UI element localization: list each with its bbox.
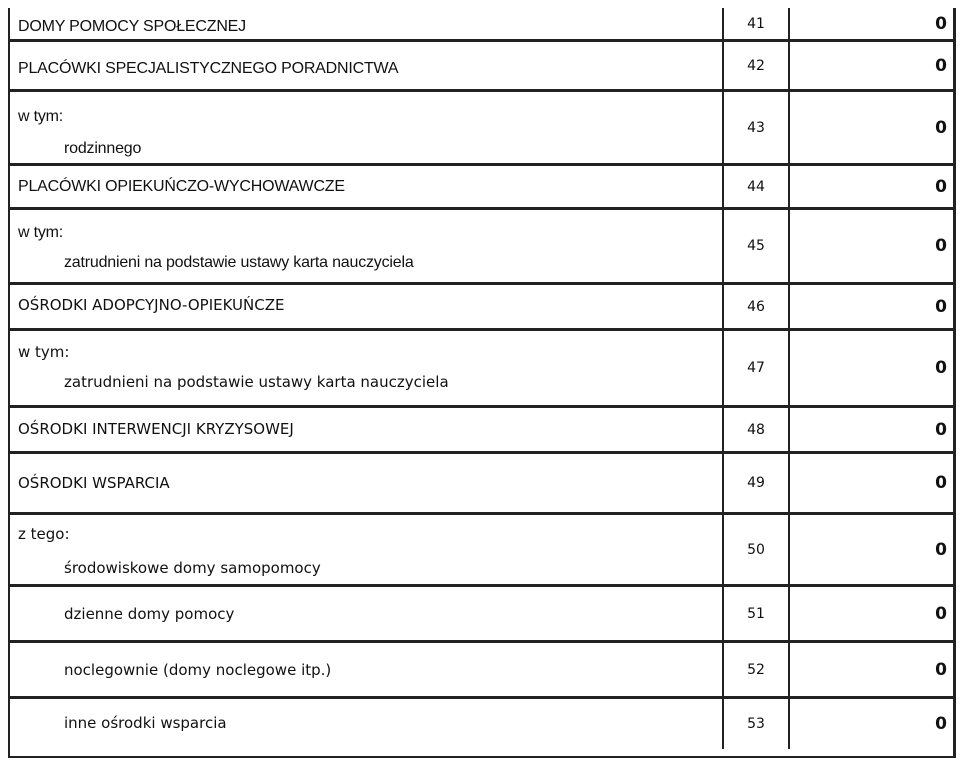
row-description <box>10 587 720 640</box>
table-row <box>10 285 953 331</box>
row-label: z tego: <box>18 525 70 543</box>
statistics-table <box>8 8 956 758</box>
table-row <box>10 92 953 166</box>
table-row <box>10 587 953 643</box>
row-value: 0 <box>935 659 947 680</box>
row-sublabel: inne ośrodki wsparcia <box>64 714 227 732</box>
table-row <box>10 699 953 749</box>
row-description <box>10 285 720 328</box>
row-number: 46 <box>722 285 790 328</box>
row-value: 0 <box>935 176 947 197</box>
row-value: 0 <box>935 714 947 734</box>
table-row <box>10 210 953 285</box>
row-description <box>10 643 720 696</box>
row-sublabel: zatrudnieni na podstawie ustawy karta nauczyciela <box>64 254 414 271</box>
row-label: w tym: <box>18 108 64 125</box>
row-value: 0 <box>935 236 947 256</box>
row-value: 0 <box>935 55 947 76</box>
table-row <box>10 408 953 454</box>
row-value: 0 <box>935 473 947 493</box>
row-label: PLACÓWKI SPECJALISTYCZNEGO PORADNICTWA <box>18 60 399 77</box>
row-label: DOMY POMOCY SPOŁECZNEJ <box>18 18 246 35</box>
row-label: PLACÓWKI OPIEKUŃCZO-WYCHOWAWCZE <box>18 178 345 195</box>
table-row <box>10 515 953 587</box>
table-row <box>10 42 953 92</box>
row-value: 0 <box>935 419 947 440</box>
row-number: 42 <box>722 42 790 89</box>
row-value: 0 <box>935 117 947 138</box>
table-row <box>10 331 953 408</box>
row-sublabel: noclegownie (domy noclegowe itp.) <box>64 661 332 679</box>
row-sublabel: dzienne domy pomocy <box>64 605 235 623</box>
table-row <box>10 643 953 699</box>
row-description <box>10 92 720 163</box>
row-value: 0 <box>935 13 947 34</box>
table-row <box>10 166 953 210</box>
row-number: 52 <box>722 643 790 696</box>
row-sublabel: rodzinnego <box>64 140 142 157</box>
row-description <box>10 210 720 282</box>
row-label: OŚRODKI INTERWENCJI KRYZYSOWEJ <box>18 420 294 438</box>
table-row <box>10 454 953 515</box>
table-row <box>10 8 953 42</box>
row-value: 0 <box>935 539 947 560</box>
row-number: 51 <box>722 587 790 640</box>
row-number: 44 <box>722 166 790 207</box>
row-number: 47 <box>722 331 790 405</box>
row-description <box>10 8 720 39</box>
row-label: OŚRODKI ADOPCYJNO-OPIEKUŃCZE <box>18 296 285 314</box>
row-description <box>10 42 720 89</box>
row-number: 48 <box>722 408 790 451</box>
row-sublabel: środowiskowe domy samopomocy <box>64 559 321 577</box>
row-description <box>10 166 720 207</box>
row-sublabel: zatrudnieni na podstawie ustawy karta nauczyciela <box>64 373 449 391</box>
row-value: 0 <box>935 603 947 624</box>
row-description <box>10 454 720 512</box>
row-label: w tym: <box>18 224 64 241</box>
row-description <box>10 699 720 749</box>
row-number: 43 <box>722 92 790 163</box>
row-description <box>10 408 720 451</box>
row-number: 45 <box>722 210 790 282</box>
row-number: 53 <box>722 699 790 749</box>
row-label: w tym: <box>18 343 70 361</box>
row-description <box>10 331 720 405</box>
row-label: OŚRODKI WSPARCIA <box>18 474 170 492</box>
row-description <box>10 515 720 584</box>
row-number: 50 <box>722 515 790 584</box>
row-value: 0 <box>935 296 947 317</box>
row-number: 49 <box>722 454 790 512</box>
row-number: 41 <box>722 8 790 39</box>
row-value: 0 <box>935 358 947 378</box>
